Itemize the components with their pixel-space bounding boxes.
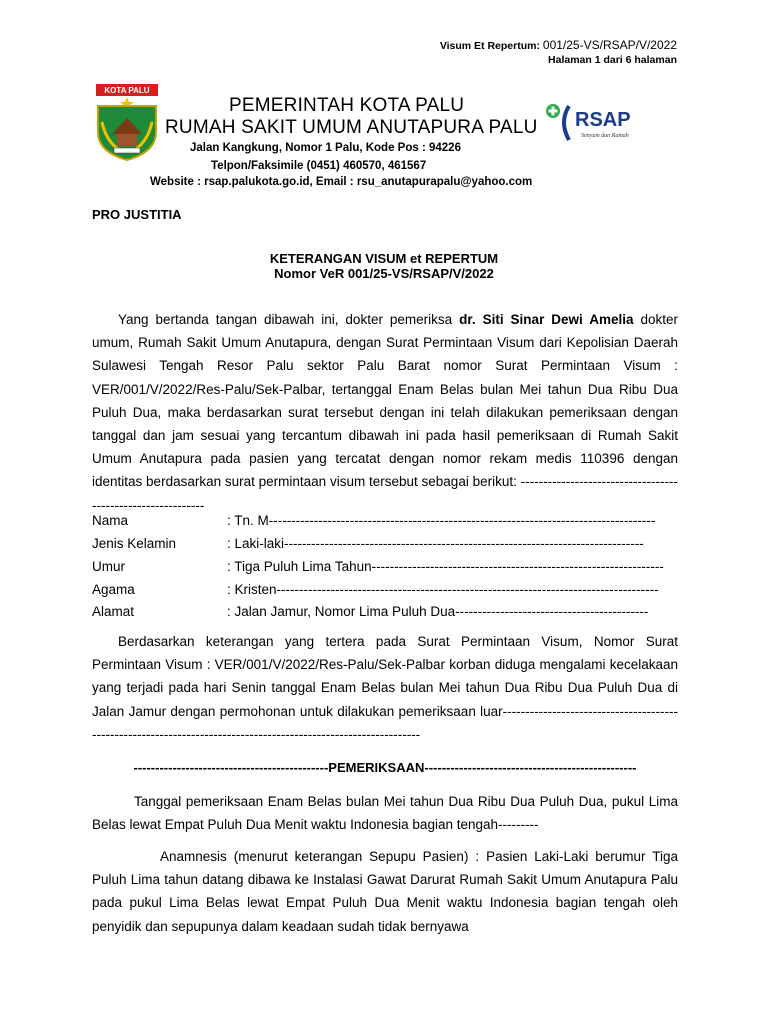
- visum-ref-label: Visum Et Repertum:: [439, 40, 540, 52]
- request-text: Berdasarkan keterangan yang tertera pada Surat Permintaan Visum, Nomor Surat Permintaan Visum : VER/001/V/2022/Res-Palu/Sek-Palbar korban diduga mengalami kecelakaan yang terjadi pada hari Senin tanggal Enam Belas bulan Mei tahun Dua Ribu Dua Puluh Dua di Jalan Jamur dengan permohonan untuk dilakukan pemeriksaan luar: [92, 634, 678, 719]
- identity-value: : Tiga Puluh Lima Tahun: [227, 559, 372, 574]
- rsap-logo-tagline: Senyum dan Ramah: [581, 133, 629, 139]
- identity-value: : Tn. M: [227, 513, 269, 528]
- identity-label: Alamat: [92, 604, 135, 619]
- identity-value: : Laki-laki: [227, 536, 285, 551]
- identity-row-name: Nama : Tn. M--------------------------------------------------------------------------------------: [92, 513, 656, 528]
- identity-label: Nama: [92, 513, 129, 528]
- identity-row-religion: Agama : Kristen-------------------------------------------------------------------------------------: [92, 582, 659, 597]
- intro-paragraph: [92, 308, 678, 517]
- dash-fill: ---------: [498, 817, 539, 833]
- intro-text-b: dokter umum, Rumah Sakit Umum Anutapura, dengan Surat Permintaan Visum dari Kepolisian Daerah Sulawesi Tengah Resor Palu sektor Palu Barat nomor Surat Permintaan Visum : VER/001/V/2022/Res-Palu/Sek-Palbar, tertanggal Enam Belas bulan Mei tahun Dua Ribu Dua Puluh Dua, maka berdasarkan surat tersebut dengan ini telah dilakukan pemeriksaan dengan tanggal dan jam sesuai yang tercantum dibawah ini pada hasil pemeriksaan di Rumah Sakit Umum Anutapura pada pasien yang tercatat dengan nomor rekam medis 110396 dengan identitas berdasarkan surat permintaan visum tersebut sebagai berikut:: [92, 312, 678, 490]
- identity-label: Umur: [92, 559, 125, 574]
- document-number: Nomor VeR 001/25-VS/RSAP/V/2022: [274, 266, 494, 281]
- kota-palu-emblem-icon: [92, 82, 162, 162]
- identity-value: : Kristen: [227, 582, 277, 597]
- letterhead-web: Website : rsap.palukota.go.id, Email : rsu_anutapurapalu@yahoo.com: [150, 176, 533, 188]
- exam-time-paragraph: [92, 790, 678, 836]
- letterhead-government: PEMERINTAH KOTA PALU: [229, 95, 465, 116]
- letterhead-address: Jalan Kangkung, Nomor 1 Palu, Kode Pos : 94226: [190, 142, 461, 154]
- request-paragraph: [92, 630, 678, 746]
- anamnesis-paragraph: [92, 845, 678, 938]
- visum-ref-number: 001/25-VS/RSAP/V/2022: [542, 38, 677, 52]
- letterhead-phone: Telpon/Faksimile (0451) 460570, 461567: [211, 160, 427, 172]
- identity-row-address: Alamat : Jalan Jamur, Nomor Lima Puluh Dua-------------------------------------------: [92, 604, 649, 619]
- pro-justitia-label: PRO JUSTITIA: [92, 207, 182, 222]
- emblem-banner-text: KOTA PALU: [104, 86, 150, 95]
- examining-doctor: dr. Siti Sinar Dewi Amelia: [459, 312, 634, 327]
- letterhead-hospital: RUMAH SAKIT UMUM ANUTAPURA PALU: [165, 117, 538, 138]
- identity-row-gender: Jenis Kelamin : Laki-laki--------------------------------------------------------------------------------: [92, 536, 644, 551]
- rsap-logo-icon: [545, 102, 650, 144]
- rsap-logo-name: RSAP: [575, 109, 631, 131]
- section-title: PEMERIKSAAN: [328, 760, 425, 775]
- anamnesis-text: Anamnesis (menurut keterangan Sepupu Pasien) : Pasien Laki-Laki berumur Tiga Puluh Lima tahun datang dibawa ke Instalasi Gawat Darurat Rumah Sakit Umum Anutapura Palu pada pukul Lima Belas lewat Empat Puluh Dua Menit waktu Indonesia bagian tengah oleh penyidik dan sepupunya dalam keadaan sudah tidak bernyawa: [92, 849, 678, 934]
- identity-label: Jenis Kelamin: [92, 536, 177, 551]
- intro-text-a: Yang bertanda tangan dibawah ini, dokter pemeriksa: [118, 312, 460, 327]
- document-title: KETERANGAN VISUM et REPERTUM: [269, 251, 499, 266]
- identity-value: : Jalan Jamur, Nomor Lima Puluh Dua: [227, 604, 456, 619]
- identity-label: Agama: [92, 582, 135, 597]
- exam-time-text: Tanggal pemeriksaan Enam Belas bulan Mei tahun Dua Ribu Dua Puluh Dua, pukul Lima Belas lewat Empat Puluh Dua Menit waktu Indonesia bagian tengah: [92, 794, 678, 833]
- dash-fill: ------------------------------------------------------------: [92, 474, 678, 513]
- dash-fill: ----------------------------------------------------------------------------------------------------------------: [92, 703, 678, 742]
- document-reference: [440, 38, 677, 67]
- page-info: Halaman 1 dari 6 halaman: [548, 54, 677, 66]
- section-heading-pemeriksaan: ---------------------------------------------PEMERIKSAAN-------------------------------------------------: [133, 760, 637, 775]
- identity-row-age: Umur : Tiga Puluh Lima Tahun-----------------------------------------------------------------: [92, 559, 664, 574]
